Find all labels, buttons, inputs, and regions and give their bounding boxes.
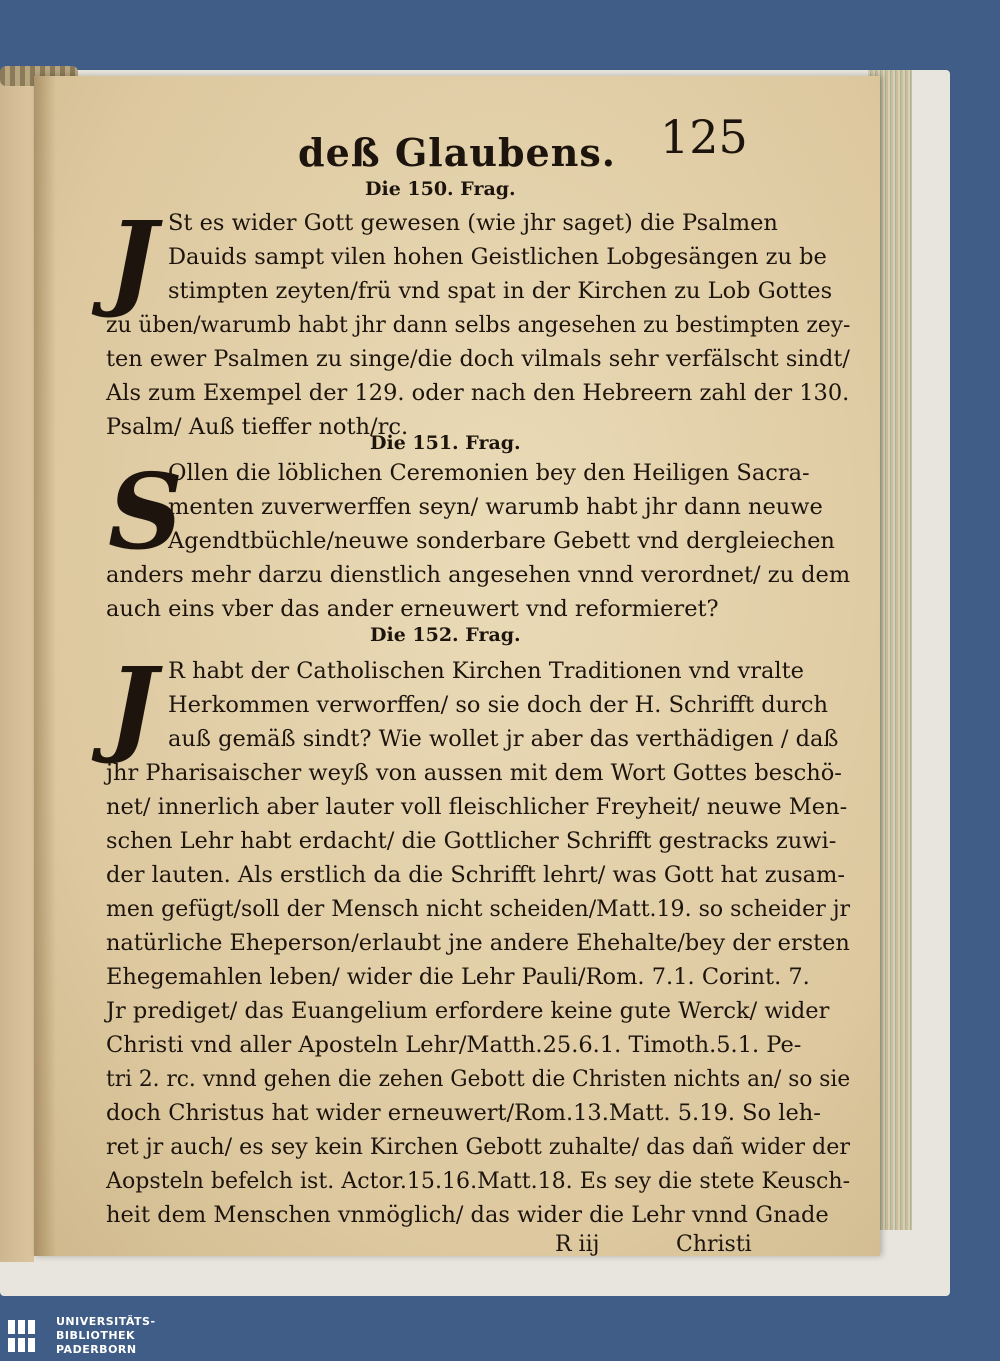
text-line: Ehegemahlen leben/ wider die Lehr Pauli/Rom. 7.1. Corint. 7. [106,964,810,990]
text-line: Als zum Exempel der 129. oder nach den Hebreern zahl der 130. [106,380,850,406]
text-line: Ollen die löblichen Ceremonien bey den Heiligen Sacra- [168,460,810,486]
text-line: Christi vnd aller Aposteln Lehr/Matth.25.6.1. Timoth.5.1. Pe- [106,1032,802,1058]
text-line: doch Christus hat wider erneuwert/Rom.13.Matt. 5.19. So leh- [106,1100,821,1126]
previous-page-edge [0,82,34,1262]
text-line: jhr Pharisaischer weyß von aussen mit dem Wort Gottes beschö- [106,760,842,786]
text-line: anders mehr darzu dienstlich angesehen vnnd verordnet/ zu dem [106,562,851,588]
text-line: tri 2. rc. vnnd gehen die zehen Gebott die Christen nichts an/ so sie [106,1066,851,1092]
text-line: der lauten. Als erstlich da die Schrifft lehrt/ was Gott hat zusam- [106,862,845,888]
text-line: schen Lehr habt erdacht/ die Gottlicher Schrifft gestracks zuwi- [106,828,837,854]
library-name-line3: PADERBORN [56,1343,137,1356]
text-line: Aopsteln befelch ist. Actor.15.16.Matt.18. Es sey die stete Keusch- [106,1168,851,1194]
text-line: menten zuverwerffen seyn/ warumb habt jhr dann neuwe [168,494,823,520]
section-heading-151: Die 151. Frag. [370,432,521,454]
initial-letter-152: J [108,644,158,767]
section-heading-150: Die 150. Frag. [365,178,516,200]
text-line: auch eins vber das ander erneuwert vnd reformieret? [106,596,719,622]
text-line: stimpten zeyten/frü vnd spat in der Kirchen zu Lob Gottes [168,278,833,304]
text-line: zu üben/warumb habt jhr dann selbs angesehen zu bestimpten zey- [106,312,851,338]
text-line: men gefügt/soll der Mensch nicht scheiden/Matt.19. so scheider jr [106,896,851,922]
catchword: Christi [676,1232,752,1257]
library-name-line2: BIBLIOTHEK [56,1329,136,1342]
initial-letter-150: J [108,198,158,321]
library-logo-icon [6,1316,46,1356]
section-heading-152: Die 152. Frag. [370,624,521,646]
text-line: heit dem Menschen vnmöglich/ das wider die Lehr vnnd Gnade [106,1202,829,1228]
page-gutter [34,76,56,1256]
running-head: deß Glaubens. [298,130,616,175]
text-line: Jr prediget/ das Euangelium erfordere keine gute Werck/ wider [106,998,830,1024]
initial-letter-151: S [108,450,184,573]
text-line: St es wider Gott gewesen (wie jhr saget) die Psalmen [168,210,778,236]
page-number: 125 [660,110,748,164]
text-line: ret jr auch/ es sey kein Kirchen Gebott zuhalte/ das dañ wider der [106,1134,850,1160]
text-line: Dauids sampt vilen hohen Geistlichen Lobgesängen zu be [168,244,827,270]
text-line: Agendtbüchle/neuwe sonderbare Gebett vnd dergleiechen [168,528,835,554]
text-line: R habt der Catholischen Kirchen Traditionen vnd vralte [168,658,804,684]
signature-mark: R iij [555,1232,600,1257]
text-line: natürliche Eheperson/erlaubt jne andere Ehehalte/bey der ersten [106,930,850,956]
text-line: auß gemäß sindt? Wie wollet jr aber das verthädigen / daß [168,726,839,752]
text-line: Herkommen verworffen/ so sie doch der H. Schrifft durch [168,692,828,718]
text-line: ten ewer Psalmen zu singe/die doch vilmals sehr verfälscht sindt/ [106,346,850,372]
text-line: Psalm/ Auß tieffer noth/rc. [106,414,409,440]
library-name-line1: UNIVERSITÄTS- [56,1315,156,1328]
text-line: net/ innerlich aber lauter voll fleischlicher Freyheit/ neuwe Men- [106,794,848,820]
